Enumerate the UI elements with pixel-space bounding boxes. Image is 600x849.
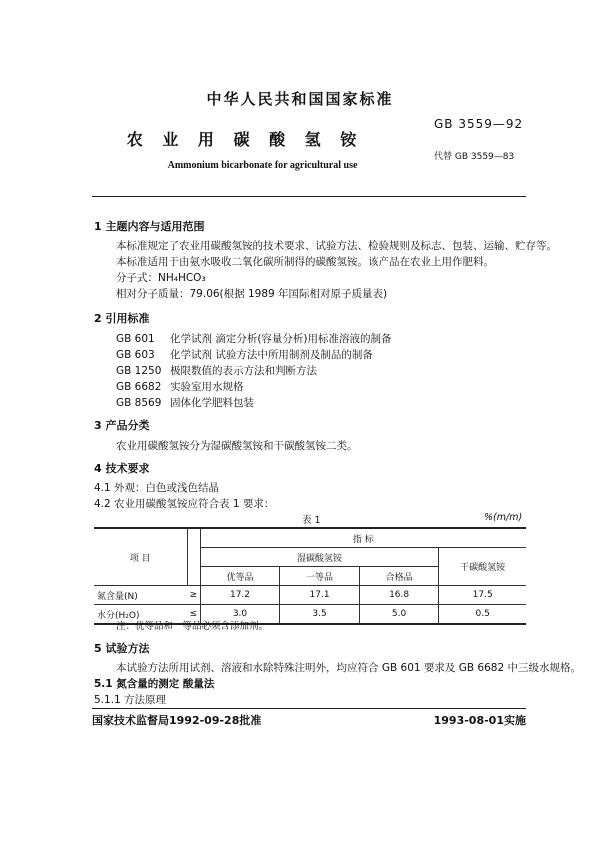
table-note: 注：优等品和一等品必须含添加剂。	[116, 621, 269, 632]
operator-header	[187, 528, 200, 586]
formula-value: NH₄HCO₃	[158, 272, 206, 284]
cell-value: 17.2	[200, 586, 280, 605]
reference-title: 化学试剂 试验方法中所用制剂及制品的制备	[170, 349, 373, 361]
wet-header: 湿碳酸氢铵	[200, 548, 439, 567]
cell-value: 17.1	[280, 586, 360, 605]
reference-code: GB 6682	[116, 381, 162, 393]
clause-5-1: 5.1 氮含量的测定 酸量法	[94, 678, 215, 690]
item-header: 项 目	[94, 528, 187, 586]
molecular-formula	[116, 270, 206, 285]
reference-title: 固体化学肥料包装	[170, 397, 254, 409]
requirements-table	[94, 527, 526, 625]
reference-item	[116, 395, 254, 410]
reference-item	[116, 363, 317, 378]
cell-value: 3.0	[200, 605, 280, 625]
reference-title: 化学试剂 滴定分析(容量分析)用标准溶液的制备	[170, 333, 392, 345]
mass-label: 相对分子质量：	[116, 288, 190, 300]
grade-header: 合格品	[359, 567, 439, 586]
table-caption: 表 1	[302, 515, 321, 526]
national-standard-title: 中华人民共和国国家标准	[206, 90, 394, 108]
implementation-date: 1993-08-01实施	[433, 714, 526, 727]
clause-4-2: 4.2 农业用碳酸氢铵应符合表 1 要求：	[94, 498, 275, 510]
cell-value: 17.5	[439, 586, 526, 605]
reference-title: 极限数值的表示方法和判断方法	[170, 365, 317, 377]
approval-statement: 国家技术监督局1992-09-28批准	[92, 714, 262, 727]
section-3-heading: 3 产品分类	[94, 419, 150, 432]
reference-code: GB 8569	[116, 397, 162, 409]
section-1-paragraph-1: 本标准规定了农业用碳酸氢铵的技术要求、试验方法、检验规则及标志、包装、运输、贮存等。	[116, 240, 557, 252]
reference-item	[116, 379, 244, 394]
table-header-row	[94, 528, 526, 548]
cell-value: 5.0	[359, 605, 439, 625]
molecular-mass	[116, 286, 387, 301]
row-name: 氮含量(N)	[94, 586, 187, 605]
reference-item	[116, 347, 373, 362]
grade-header: 一等品	[280, 567, 360, 586]
row-operator: ≥	[187, 586, 200, 605]
replaces-standard: 代替 GB 3559—83	[434, 152, 515, 162]
section-2-heading: 2 引用标准	[94, 312, 150, 325]
reference-code: GB 1250	[116, 365, 162, 377]
row-name: 水分(H₂O)	[94, 605, 187, 625]
document-title-cn: 农 业 用 碳 酸 氢 铵	[126, 130, 364, 149]
footer-divider	[92, 708, 526, 709]
cell-value: 3.5	[280, 605, 360, 625]
section-5-heading: 5 试验方法	[94, 642, 150, 655]
document-title-en: Ammonium bicarbonate for agricultural use	[167, 160, 358, 171]
section-1-paragraph-2: 本标准适用于由氨水吸收二氧化碳所制得的碳酸氢铵。该产品在农业上用作肥料。	[116, 256, 494, 268]
clause-4-1: 4.1 外观：白色或浅色结晶	[94, 482, 220, 494]
row-operator: ≤	[187, 605, 200, 625]
reference-code: GB 603	[116, 349, 155, 361]
cell-value: 0.5	[439, 605, 526, 625]
dry-header: 干碳酸氢铵	[439, 548, 526, 586]
standard-code: GB 3559—92	[434, 117, 524, 131]
grade-header: 优等品	[200, 567, 280, 586]
section-5-paragraph: 本试验方法所用试剂、溶液和水除特殊注明外，均应符合 GB 601 要求及 GB 6682 中三级水规格。	[116, 662, 581, 674]
reference-item	[116, 331, 392, 346]
index-header: 指 标	[200, 528, 526, 548]
clause-5-1-1: 5.1.1 方法原理	[94, 694, 167, 706]
section-3-paragraph: 农业用碳酸氢铵分为湿碳酸氢铵和干碳酸氢铵二类。	[116, 440, 358, 452]
header-divider	[92, 196, 526, 197]
cell-value: 16.8	[359, 586, 439, 605]
reference-code: GB 601	[116, 333, 155, 345]
formula-label: 分子式：	[116, 272, 158, 284]
section-4-heading: 4 技术要求	[94, 462, 150, 475]
table-row	[94, 586, 526, 605]
section-1-heading: 1 主题内容与适用范围	[94, 220, 205, 233]
mass-value: 79.06(根据 1989 年国际相对原子质量表)	[189, 288, 388, 300]
reference-title: 实验室用水规格	[170, 381, 244, 393]
table-unit: %(m/m)	[484, 512, 523, 523]
